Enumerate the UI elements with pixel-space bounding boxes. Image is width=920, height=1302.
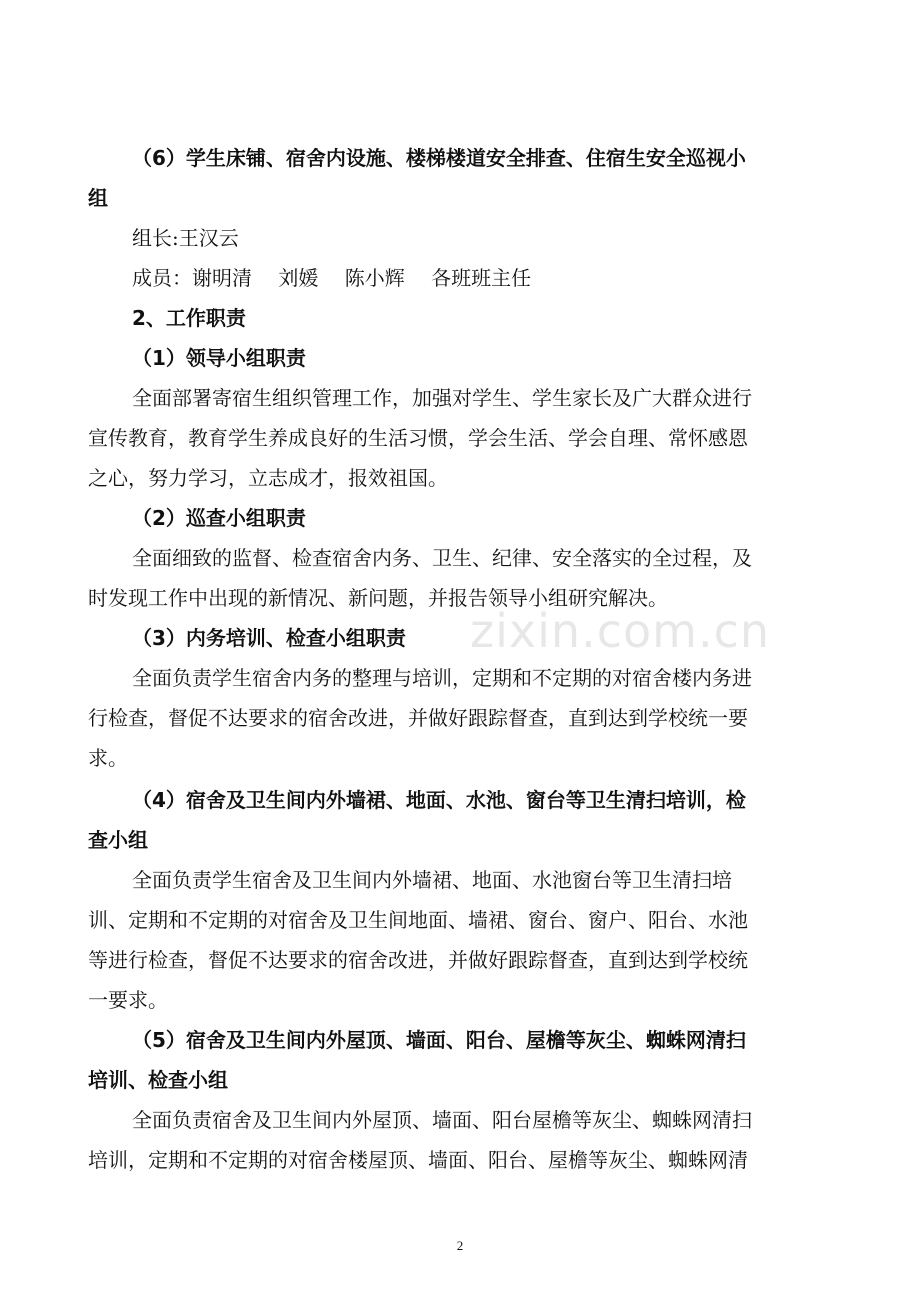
paragraph-line: 宣传教育，教育学生养成良好的生活习惯，学会生活、学会自理、常怀感恩: [88, 426, 748, 450]
paragraph-line: 全面负责宿舍及卫生间内外屋顶、墙面、阳台屋檐等灰尘、蜘蛛网清扫: [132, 1108, 752, 1132]
subsection-heading: （2）巡查小组职责: [132, 506, 306, 530]
watermark: zixin.com.cn: [470, 604, 771, 658]
paragraph-line: 之心，努力学习，立志成才，报效祖国。: [88, 466, 448, 490]
paragraph-line: 等进行检查，督促不达要求的宿舍改进，并做好跟踪督查，直到达到学校统: [88, 948, 748, 972]
subsection-heading: （4）宿舍及卫生间内外墙裙、地面、水池、窗台等卫生清扫培训，检: [132, 788, 746, 812]
paragraph-line: 全面负责学生宿舍及卫生间内外墙裙、地面、水池窗台等卫生清扫培: [132, 868, 732, 892]
subsection-heading: （5）宿舍及卫生间内外屋顶、墙面、阳台、屋檐等灰尘、蜘蛛网清扫: [132, 1028, 746, 1052]
paragraph-line: 培训，定期和不定期的对宿舍楼屋顶、墙面、阳台、屋檐等灰尘、蜘蛛网清: [88, 1148, 748, 1172]
subsection-heading-continued: 查小组: [88, 828, 148, 852]
paragraph-line: 全面部署寄宿生组织管理工作，加强对学生、学生家长及广大群众进行: [132, 386, 752, 410]
paragraph-line: 全面细致的监督、检查宿舍内务、卫生、纪律、安全落实的全过程，及: [132, 546, 752, 570]
paragraph-line: 求。: [88, 746, 128, 770]
page-number: 2: [456, 1238, 464, 1253]
leader-line: 组长:王汉云: [132, 226, 239, 250]
section-title: 2、工作职责: [132, 306, 246, 330]
paragraph-line: 全面负责学生宿舍内务的整理与培训，定期和不定期的对宿舍楼内务进: [132, 666, 752, 690]
members-line: 成员：谢明清 刘媛 陈小辉 各班班主任: [132, 266, 532, 290]
paragraph-line: 时发现工作中出现的新情况、新问题，并报告领导小组研究解决。: [88, 586, 668, 610]
paragraph-line: 行检查，督促不达要求的宿舍改进，并做好跟踪督查，直到达到学校统一要: [88, 706, 748, 730]
subsection-heading: （3）内务培训、检查小组职责: [132, 626, 406, 650]
section-heading: （6）学生床铺、宿舍内设施、楼梯楼道安全排查、住宿生安全巡视小: [132, 146, 746, 170]
subsection-heading-continued: 培训、检查小组: [88, 1068, 228, 1092]
subsection-heading: （1）领导小组职责: [132, 346, 306, 370]
paragraph-line: 一要求。: [88, 988, 168, 1012]
paragraph-line: 训、定期和不定期的对宿舍及卫生间地面、墙裙、窗台、窗户、阳台、水池: [88, 908, 748, 932]
section-heading-continued: 组: [88, 186, 108, 210]
